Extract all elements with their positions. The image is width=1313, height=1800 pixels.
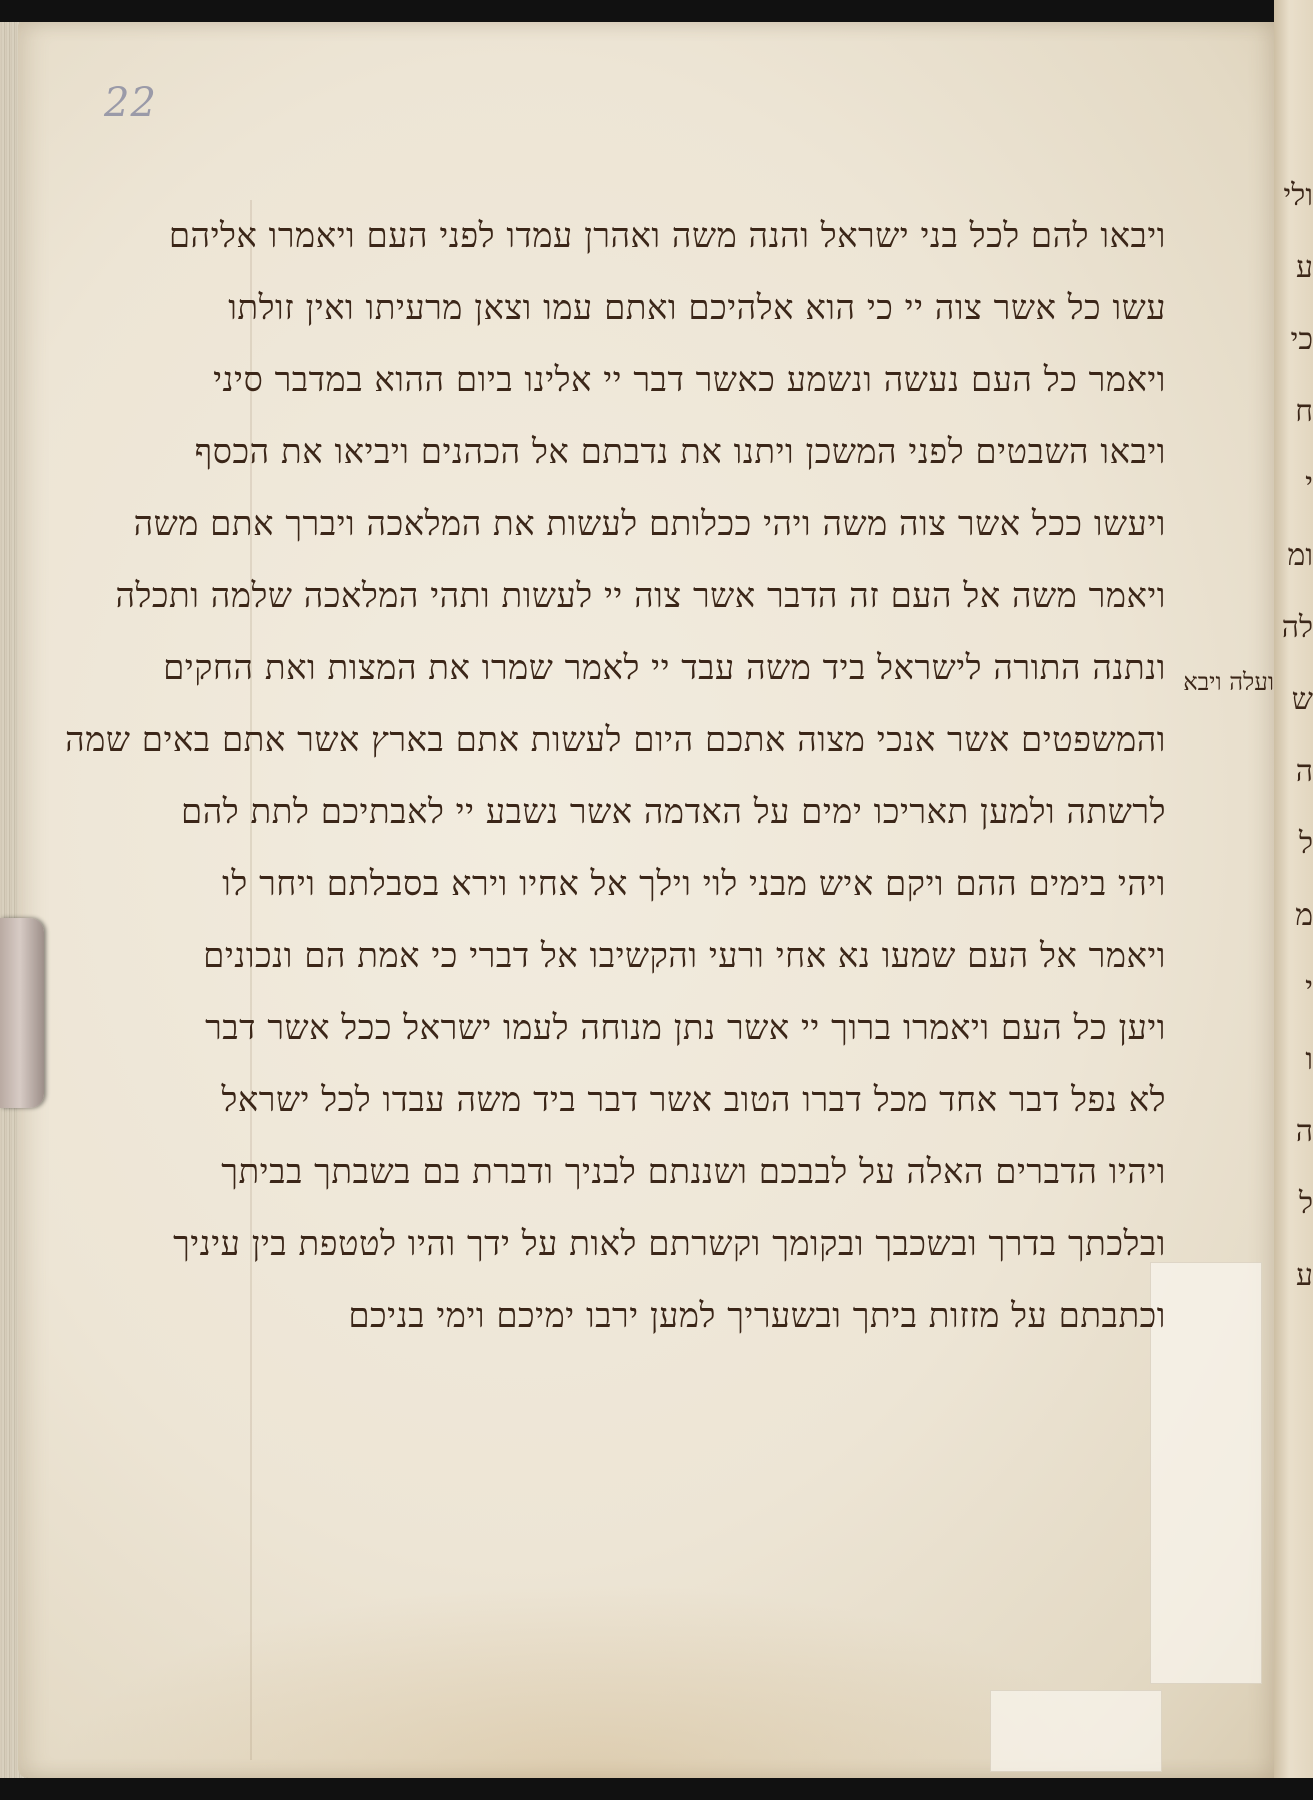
adjacent-page-fragment: ל: [1298, 1186, 1313, 1221]
adjacent-page-fragment: ע: [1296, 250, 1313, 285]
adjacent-page-fragment: ה: [1295, 1114, 1313, 1149]
text-line: לרשתה ולמען תאריכו ימים על האדמה אשר נשבע יי לאבתיכם לתת להם: [181, 792, 1166, 832]
text-line: וכתבתם על מזזות ביתך ובשעריך למען ירבו ימיכם וימי בניכם: [348, 1296, 1166, 1336]
text-line: ויעשו ככל אשר צוה משה ויהי ככלותם לעשות את המלאכה ויברך אתם משה: [133, 504, 1166, 544]
text-line: ויבאו השבטים לפני המשכן ויתנו את נדבתם אל הכהנים ויביאו את הכסף: [194, 432, 1166, 472]
text-line: ובלכתך בדרך ובשכבך ובקומך וקשרתם לאות על ידך והיו לטטפת בין עיניך: [173, 1224, 1166, 1264]
adjacent-page-fragment: י: [1305, 970, 1313, 1005]
adjacent-page-fragment: ל: [1298, 826, 1313, 861]
adjacent-page-fragment: ע: [1296, 1258, 1313, 1293]
text-line: ויען כל העם ויאמרו ברוך יי אשר נתן מנוחה לעמו ישראל ככל אשר דבר: [205, 1008, 1166, 1048]
adjacent-page-fragment: ומ: [1287, 538, 1313, 573]
bottom-background: [0, 1778, 1313, 1800]
margin-note: ועלה ויבא: [1183, 668, 1274, 696]
text-line: ויאמר כל העם נעשה ונשמע כאשר דבר יי אלינו ביום ההוא במדבר סיני: [213, 360, 1166, 400]
paper-repair-patch: [990, 1690, 1162, 1772]
paper-repair-patch: [1150, 1262, 1262, 1684]
text-line: ויאמר אל העם שמעו נא אחי ורעי והקשיבו אל דברי כי אמת הם ונכונים: [203, 936, 1166, 976]
text-line: ויבאו להם לכל בני ישראל והנה משה ואהרן עמדו לפני העם ויאמרו אליהם: [168, 216, 1166, 256]
text-line: והמשפטים אשר אנכי מצוה אתכם היום לעשות אתם בארץ אשר אתם באים שמה: [65, 720, 1166, 760]
adjacent-page-fragment: כי: [1290, 322, 1313, 357]
adjacent-page-fragment: י: [1305, 466, 1313, 501]
folio-number: 22: [104, 80, 157, 126]
adjacent-page-fragment: לה: [1281, 610, 1313, 645]
top-background: [0, 0, 1313, 22]
text-line: ויאמר משה אל העם זה הדבר אשר צוה יי לעשות ותהי המלאכה שלמה ותכלה: [115, 576, 1166, 616]
adjacent-page-fragment: ש: [1291, 682, 1313, 717]
hebrew-text-block: [65, 200, 1166, 1352]
adjacent-page-fragment: ח: [1295, 394, 1313, 429]
adjacent-page-fragment: ו: [1305, 1042, 1313, 1077]
adjacent-page-fragment: מ: [1295, 898, 1313, 933]
text-line: ויהי בימים ההם ויקם איש מבני לוי וילך אל אחיו וירא בסבלתם ויחר לו: [222, 864, 1166, 904]
binding-clasp: [0, 918, 44, 1108]
adjacent-page-text: [1274, 160, 1313, 1312]
adjacent-page-fragment: ולי: [1283, 178, 1313, 213]
adjacent-page-fragment: ה: [1295, 754, 1313, 789]
water-stain: [48, 1582, 1128, 1782]
text-line: ונתנה התורה לישראל ביד משה עבד יי לאמר שמרו את המצות ואת החקים: [163, 648, 1166, 688]
text-line: עשו כל אשר צוה יי כי הוא אלהיכם ואתם עמו וצאן מרעיתו ואין זולתו: [228, 288, 1166, 328]
text-line: ויהיו הדברים האלה על לבבכם ושננתם לבניך ודברת בם בשבתך בביתך: [221, 1152, 1166, 1192]
text-line: לא נפל דבר אחד מכל דברו הטוב אשר דבר ביד משה עבדו לכל ישראל: [221, 1080, 1166, 1120]
